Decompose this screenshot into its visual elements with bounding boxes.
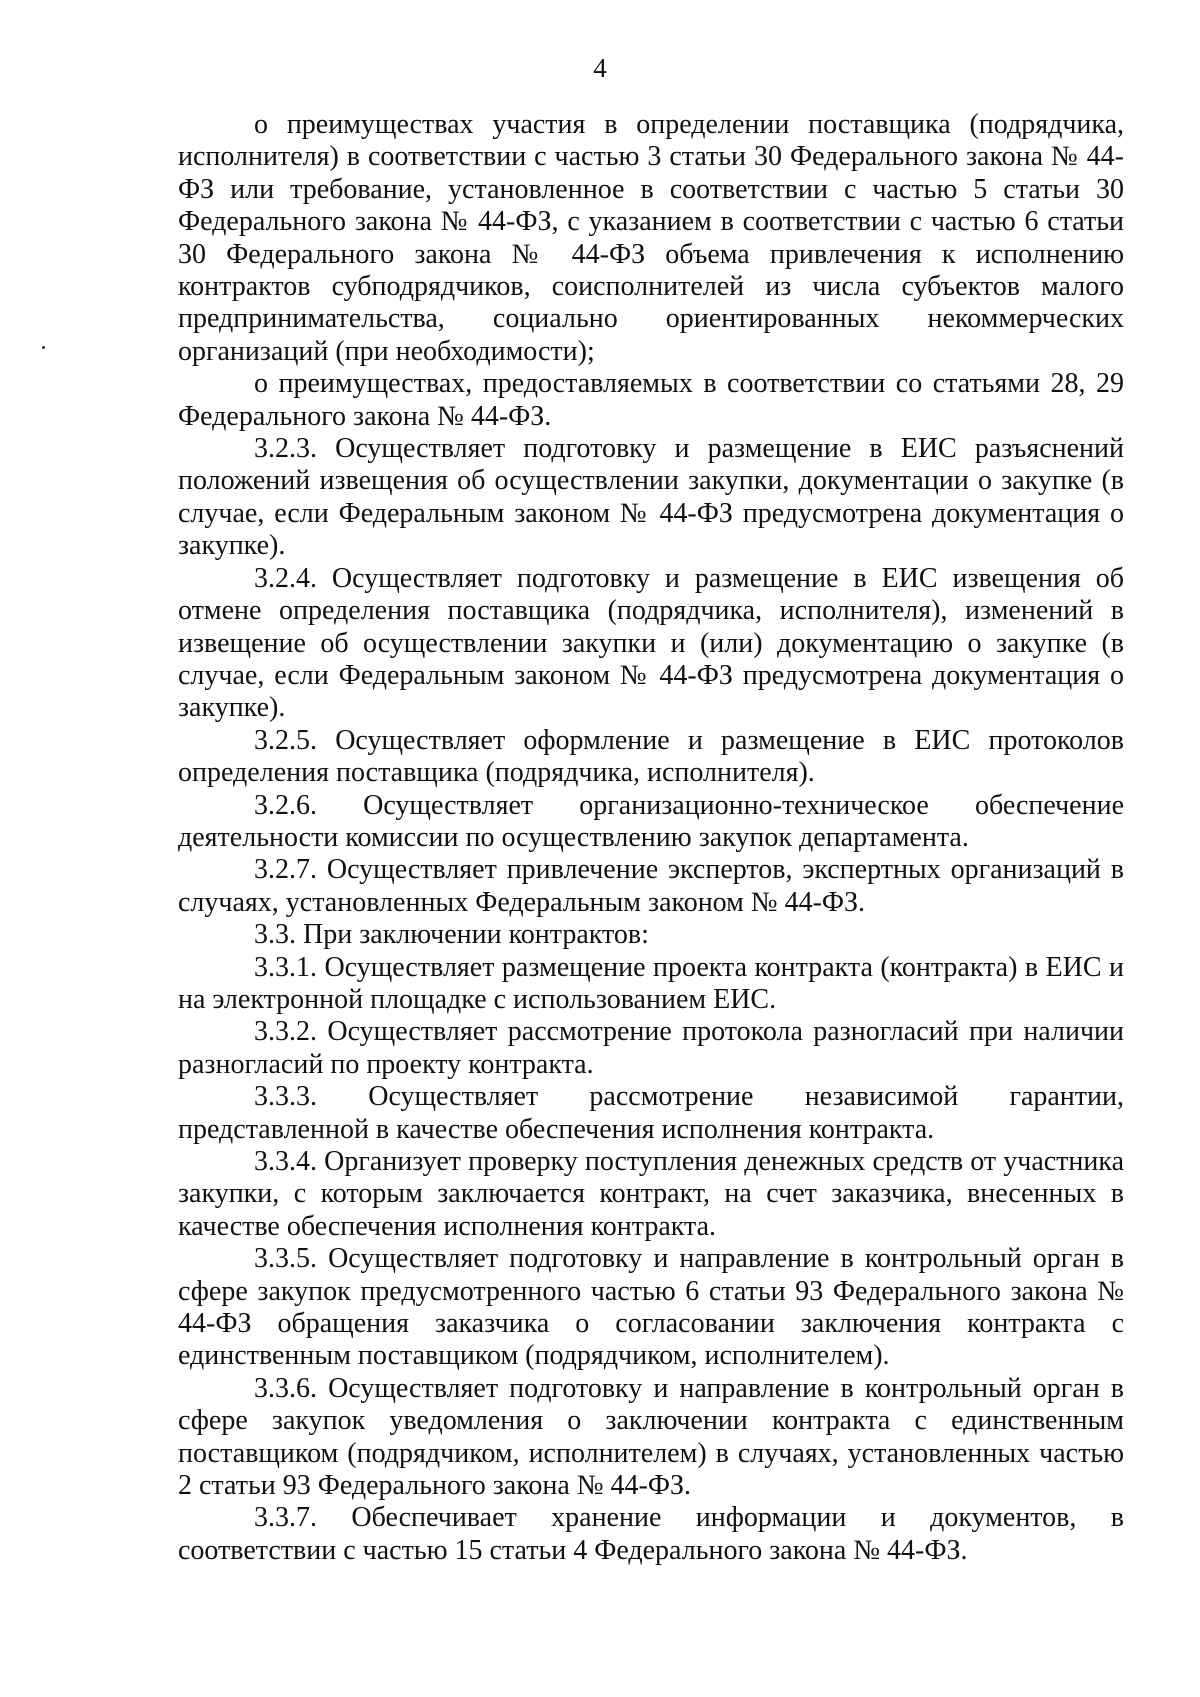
paragraph-3-3: 3.3. При заключении контрактов: bbox=[254, 919, 649, 951]
paragraph-3-2-3: 3.2.3. Осуществляет подготовку и размещение в ЕИС разъяснений положений извещения об осуществлении закупки, документации о закупке (в случае, если Федеральным законом № 44-ФЗ предусмотрена документация о закупке). bbox=[178, 433, 1124, 562]
paragraph-3-3-7: 3.3.7. Обеспечивает хранение информации и документов, в соответствии с частью 15 статьи 4 Федерального закона № 44-ФЗ. bbox=[178, 1502, 1124, 1566]
paragraph-3-3-6: 3.3.6. Осуществляет подготовку и направление в контрольный орган в сфере закупок уведомления о заключении контракта с единственным поставщиком (подрядчиком, исполнителем) в случаях, установленных частью 2 статьи 93 Федерального закона № 44-ФЗ. bbox=[178, 1372, 1124, 1502]
paragraph-advantages-granted: о преимуществах, предоставляемых в соответствии со статьями 28, 29 Федерального закона № 44-ФЗ. bbox=[178, 368, 1124, 432]
paragraph-3-2-7: 3.2.7. Осуществляет привлечение экспертов, экспертных организаций в случаях, установленных Федеральным законом № 44-ФЗ. bbox=[178, 854, 1124, 918]
paragraph-3-3-2: 3.3.2. Осуществляет рассмотрение протокола разногласий при наличии разногласий по проекту контракта. bbox=[178, 1016, 1124, 1080]
document-body bbox=[178, 109, 1124, 1567]
scan-speck bbox=[42, 346, 45, 349]
paragraph-3-2-6: 3.2.6. Осуществляет организационно-техническое обеспечение деятельности комиссии по осуществлению закупок департамента. bbox=[178, 789, 1124, 853]
paragraph-3-2-4: 3.2.4. Осуществляет подготовку и размещение в ЕИС извещения об отмене определения поставщика (подрядчика, исполнителя), изменений в извещение об осуществлении закупки и (или) документацию о закупке (в случае, если Федеральным законом № 44-ФЗ предусмотрена документация о закупке). bbox=[178, 562, 1124, 724]
page-number: 4 bbox=[593, 53, 607, 83]
paragraph-advantages-participation: о преимуществах участия в определении поставщика (подрядчика, исполнителя) в соответствии с частью 3 статьи 30 Федерального закона № 44-ФЗ или требование, установленное в соответствии с частью 5 статьи 30 Федерального закона № 44-ФЗ, с указанием в соответствии с частью 6 статьи 30 Федерального закона № 44-ФЗ объема привлечения к исполнению контрактов субподрядчиков, соисполнителей из числа субъектов малого предпринимательства, социально ориентированных некоммерческих организаций (при необходимости); bbox=[178, 109, 1124, 367]
paragraph-3-3-4: 3.3.4. Организует проверку поступления денежных средств от участника закупки, с которым заключается контракт, на счет заказчика, внесенных в качестве обеспечения исполнения контракта. bbox=[178, 1146, 1124, 1242]
paragraph-3-3-3: 3.3.3. Осуществляет рассмотрение независимой гарантии, представленной в качестве обеспечения исполнения контракта. bbox=[178, 1081, 1124, 1145]
paragraph-3-3-5: 3.3.5. Осуществляет подготовку и направление в контрольный орган в сфере закупок предусмотренного частью 6 статьи 93 Федерального закона № 44-ФЗ обращения заказчика о согласовании заключения контракта с единственным поставщиком (подрядчиком, исполнителем). bbox=[178, 1243, 1124, 1372]
paragraph-3-2-5: 3.2.5. Осуществляет оформление и размещение в ЕИС протоколов определения поставщика (подрядчика, исполнителя). bbox=[178, 724, 1124, 789]
paragraph-3-3-1: 3.3.1. Осуществляет размещение проекта контракта (контракта) в ЕИС и на электронной площадке с использованием ЕИС. bbox=[178, 951, 1124, 1015]
